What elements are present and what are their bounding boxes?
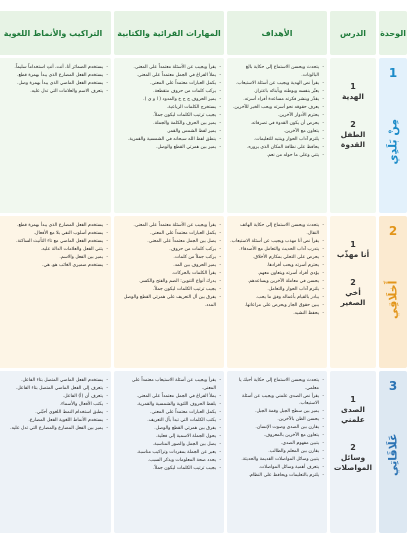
list-item: - يركب جملاً من كلمات. [117,254,221,262]
lesson-item [333,240,373,260]
lesson-number: 2 [350,120,356,129]
unit-number: 3 [388,379,398,393]
list-item: - يعرف حقوقه نحو أسرته ويحب الخير للآخرين. [230,104,324,112]
list-item: - يصل بين الجمل والصور المناسبة. [117,441,221,449]
list-item: - يميز بين سطح الجبل وقمة الجبل. [230,408,324,416]
objectives-list [230,64,324,159]
list-item: - يقرأ الكلمات بالحركات. [117,270,221,278]
table-row [0,371,407,533]
header-objectives: الأهداف [227,11,327,55]
unit-title: عَلَاقَاتِي [386,433,400,476]
list-item: - يتحدث ويحسن الاستماع إلى حكاية بالغ البالونات. [230,64,324,79]
list-item: - يقدّر وينشر فكرته مساعدة أفراد أسرته. [230,96,324,104]
list-item: - يتبين مفهوم الصدى. [230,440,324,448]
list-item: - يكمل العبارات معتمداً على المعنى. [117,80,221,88]
list-item: - يحترم الأدوار الآخرين. [230,112,324,120]
unit-cell [379,371,407,533]
structures-cell [0,216,111,368]
table-header-row [0,11,407,55]
unit-number: 2 [388,224,398,238]
structures-cell [0,371,111,533]
unit-title: أَخلَاقِي [386,280,400,319]
list-item: - يقرأ نص أنا مهذب ويجيب عن أسئلة الاستيعاب. [230,238,324,246]
list-item: - يستخدم الضمائر أنا، أنت، أنتِ استخداماً سليماً. [0,64,108,72]
list-item: - يستخدم الفعل الماضي المتصل بتاء الفاعل. [0,377,108,385]
list-item: - يستخدم الفعل المضارع الذي يبدأ بهمزة قطع. [0,222,108,230]
lesson-number: 1 [350,82,356,91]
list-item: - يميز لفظ الشمس والقمر. [117,128,221,136]
list-item: - يلتزم آداب الحوار والتعامل. [230,286,324,294]
list-item: - يتعاون مع الآخرين بالمعروف. [230,432,324,440]
lesson-item [333,120,373,150]
list-item: - يبين حقوق الجار ويحرص على مراعاتها. [230,302,324,310]
list-item: - يتعرف إلى الفعل الماضي المتصل بتاء الفاعل. [0,385,108,393]
list-item: - يلتزم آداب الحوار وينتبه للتعليمات. [230,136,324,144]
objectives-cell [227,216,327,368]
list-item: - ينطق لفظ الله سبحانه في الشمسية والقمرية. [117,136,221,144]
list-item: - يعبّر بنفسه وبوطنه وبأبنائه باعتزاز. [230,88,324,96]
lesson-number: 2 [350,443,356,452]
list-item: - يميز بين الحرف والكلمة والجملة. [117,120,221,128]
structures-cell [0,58,111,213]
header-lesson: الدرس [330,11,376,55]
lesson-item [333,443,373,473]
list-item: - يحرص على التحلي بمكارم الأخلاق. [230,254,324,262]
lesson-cell [330,58,376,213]
list-item: - يتعرف أهمية وسائل المواصلات. [230,464,324,472]
list-item: - يركب كلمات من حروف. [117,246,221,254]
lesson-name: أخي الصغير [340,288,366,307]
list-item: - يتعاون مع الآخرين. [230,128,324,136]
list-item: - يميز بين همزتي القطع والوصل. [117,144,221,152]
list-item: - يملأ الفراغ في الجمل معتمداً على المعنى. [117,72,221,80]
lesson-cell [330,371,376,533]
lesson-number: 1 [350,240,356,249]
list-item: - يعبر عن الجملة بمفردات وتراكيب مناسبة. [117,449,221,457]
list-item: - يلتزم بالتعليمات ويحافظ على النظام. [230,472,324,480]
lesson-name: الصدى علمني [341,405,365,424]
list-item: - يقارن بين الصدى وصوت الإنسان. [230,424,324,432]
list-item: - يحترم أسرته ويحب أفرادها. [230,262,324,270]
list-item: - يقرأ ويجيب عن أسئلة الاستيعاب معتمداً على المعنى. [117,377,221,392]
list-item: - يفرق بين همزتي القطع والوصل. [117,425,221,433]
list-item: - يفرق بين أل التعريف على همزتي القطع والوصل المدد. [117,294,221,309]
objectives-list [230,222,324,317]
list-item: - يكتب الأفعال والأسماء. [0,401,108,409]
list-item: - يبادر بالقيام بأعماله وفق ما يحب. [230,294,324,302]
list-item: - يميز الحروف بين المد. [117,262,221,270]
lesson-name: أنا مهذّب [336,250,370,259]
lesson-item [333,278,373,308]
skills-cell [114,371,224,533]
list-item: - يحول الجملة الاسمية إلى فعلية. [117,433,221,441]
lesson-item [333,395,373,425]
header-skills: المهارات القرائية والكتابية [114,11,224,55]
list-item: - يستخدم الفعل المضارع الذي يبدأ بهمزة قطع. [0,72,108,80]
lesson-name: الطفل القدوة [340,130,366,149]
table-row [0,58,407,213]
unit-title: مِنْ بَلَدِي [386,118,400,165]
list-item: - يحسن الظن بالآخرين. [230,416,324,424]
list-item: - يركب كلمات من حروف متقطعة. [117,88,221,96]
list-item: - يحفظ النشيد. [230,310,324,318]
objectives-cell [227,58,327,213]
lesson-name: وسائل المواصلات [333,453,373,472]
list-item: - يطبق استخدام النمط اللغوي أحبّني. [0,409,108,417]
list-item: - يتعرف أن (أ) الفاعل. [0,393,108,401]
header-structures: التراكيب والأنماط اللغوية [0,11,111,55]
curriculum-table [0,8,410,536]
list-item: - يتبين وسائل المواصلات القديمة والحديثة. [230,456,324,464]
table-row [0,216,407,368]
structures-list [0,222,108,270]
skills-list [117,64,221,152]
list-item: - يتحدث ويحسن الاستماع إلى حكاية أحبك يا معلمي. [230,377,324,392]
list-item: - يثني الفعل والعلامات الدالة عليه. [0,246,108,254]
list-item: - يحرص أن يكون القدوة في تصرفاته. [230,120,324,128]
list-item: - يصل بين الجمل معتمداً على المعنى. [117,238,221,246]
list-item: - يجيب ترتيب الكلمات ليكون جملاً. [117,465,221,473]
list-item: - يقرأ نص الهدية ويجيب عن أسئلة الاستيعاب. [230,80,324,88]
list-item: - يملأ الفراغ في الجمل معتمداً على المعنى. [117,393,221,401]
list-item: - يتدرب آداب الحديث والتعامل مع الأصدقاء. [230,246,324,254]
list-item: - يحافظ على نظافة المكان الذي يزوره. [230,144,324,152]
list-item: - يميز بين الفعل المضارع والمضارع التي تدل عليه. [0,425,108,433]
lesson-number: 2 [350,278,356,287]
lesson-item [333,82,373,102]
list-item: - يؤدي أفراد أسرته ويتعاون معهم. [230,270,324,278]
list-item: - يميز بين الفعل والاسم. [0,254,108,262]
list-item: - يكتب الكلمات التي تبدأ بأل التعريف. [117,417,221,425]
list-item: - يستخرج الكلمات الرباعية. [117,104,221,112]
structures-list [0,377,108,433]
list-item: - يستخدم ضميري الغائب هو، هي. [0,262,108,270]
list-item: - يستخدم الفعل الماضي مع تاء التأنيث الساكنة. [0,238,108,246]
lesson-name: الهدية [341,92,365,101]
list-item: - يحدد صحة المعلومات ويذكر السبب. [117,457,221,465]
list-item: - يستخدم أسلوب النفي بلا مع الأفعال. [0,230,108,238]
list-item: - يدرك أنواع التنوين: الضم والفتح والكسر. [117,278,221,286]
list-item: - يجيب ترتيب الكلمات ليكون جملاً. [117,286,221,294]
list-item: - يتعرف الاسم والعلامات التي تدل عليه. [0,88,108,96]
list-item: - يحسن في معاملة الآخرين ويساعدهم. [230,278,324,286]
list-item: - يستخدم الفعل الماضي الذي يبدأ بهمزة وصل. [0,80,108,88]
list-item: - يكمل العبارات معتمداً على المعنى. [117,409,221,417]
skills-list [117,222,221,309]
list-item: - يقرأ ويجيب عن الأسئلة معتمداً على المعنى. [117,64,221,72]
objectives-list [230,377,324,480]
list-item: - يجيب ترتيب الكلمات ليكون جملاً. [117,112,221,120]
list-item: - يثني وعلى ما حوله من نعم. [230,152,324,160]
objectives-cell [227,371,327,533]
header-unit: الوحدة [379,11,407,55]
lesson-cell [330,216,376,368]
list-item: - يلفظ الحروف اللثوية والشمسية والقمرية. [117,401,221,409]
list-item: - يقرأ نص الصدى علمني ويجيب عن أسئلة الاستيعاب. [230,393,324,408]
list-item: - يتحدث ويحسن الاستماع إلى حكاية الهاتف النقال. [230,222,324,237]
skills-cell [114,58,224,213]
list-item: - يميز الحروف ج ح خ والمدود ( ا و ي ). [117,96,221,104]
unit-cell [379,58,407,213]
unit-cell [379,216,407,368]
list-item: - يقارن بين المعلم والطالب. [230,448,324,456]
list-item: - يقرأ ويجيب عن الأسئلة معتمداً على المعنى. [117,222,221,230]
list-item: - يستخدم الأنماط اللغوية الفعل المضارع. [0,417,108,425]
skills-cell [114,216,224,368]
skills-list [117,377,221,472]
lesson-number: 1 [350,395,356,404]
list-item: - يكمل العبارات معتمداً على المعنى. [117,230,221,238]
unit-number: 1 [388,66,398,80]
structures-list [0,64,108,96]
